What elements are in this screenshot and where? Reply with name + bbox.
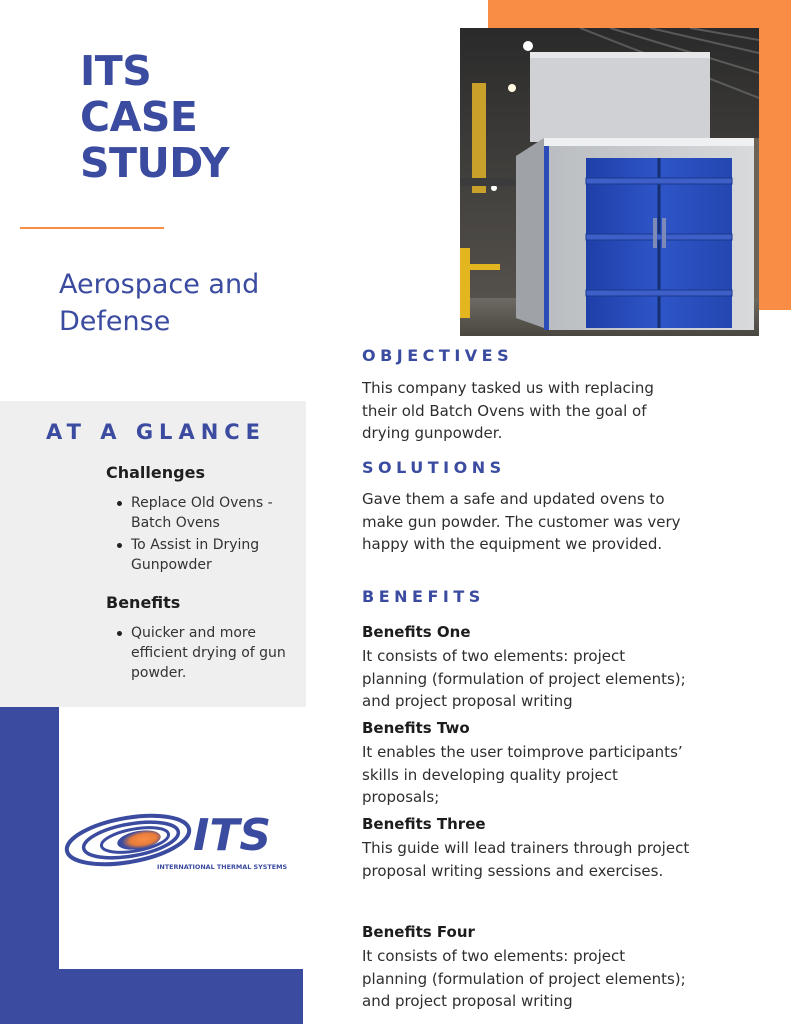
objectives-text: This company tasked us with replacing their old Batch Ovens with the goal of drying gunpowder. (362, 379, 654, 442)
glance-benefits-list (112, 623, 302, 685)
oven-photo (460, 28, 759, 336)
benefit-text: This guide will lead trainers through project proposal writing sessions and exercises. (362, 839, 690, 880)
logo-tagline: INTERNATIONAL THERMAL SYSTEMS (157, 863, 288, 871)
its-logo (63, 800, 303, 880)
benefit-title: Benefits Three (362, 815, 486, 833)
industrial-batch-oven-photo (460, 28, 759, 336)
glance-benefits-heading: Benefits (106, 593, 181, 612)
benefit-text: It consists of two elements: project planning (formulation of project elements); and project proposal writing (362, 947, 686, 1010)
benefit-text: It enables the user toimprove participants’ skills in developing quality project proposals; (362, 743, 683, 806)
objectives-heading: OBJECTIVES (362, 346, 514, 365)
benefit-title: Benefits One (362, 623, 471, 641)
its-logo-graphic (63, 800, 303, 880)
list-item: Replace Old Ovens - Batch Ovens (112, 493, 302, 533)
title-divider (20, 227, 164, 229)
benefit-title: Benefits Four (362, 923, 475, 941)
title-line: STUDY (80, 139, 230, 187)
challenges-heading: Challenges (106, 463, 205, 482)
benefit-title: Benefits Two (362, 719, 470, 737)
benefits-heading: BENEFITS (362, 587, 485, 606)
at-a-glance-heading: AT A GLANCE (46, 420, 267, 444)
title-line: CASE (80, 93, 198, 141)
industry-subtitle: Aerospace and Defense (59, 269, 260, 337)
solutions-text: Gave them a safe and updated ovens to make gun powder. The customer was very happy with the equipment we provided. (362, 490, 681, 553)
title-line: ITS (80, 47, 152, 95)
list-item: To Assist in Drying Gunpowder (112, 535, 302, 575)
logo-wordmark: ITS (193, 810, 272, 861)
list-item: Quicker and more efficient drying of gun powder. (112, 623, 302, 683)
blue-frame-bottom (0, 969, 303, 1024)
page-title (80, 48, 340, 186)
solutions-heading: SOLUTIONS (362, 458, 506, 477)
challenges-list (112, 493, 302, 577)
benefit-text: It consists of two elements: project planning (formulation of project elements); and project proposal writing (362, 647, 686, 710)
